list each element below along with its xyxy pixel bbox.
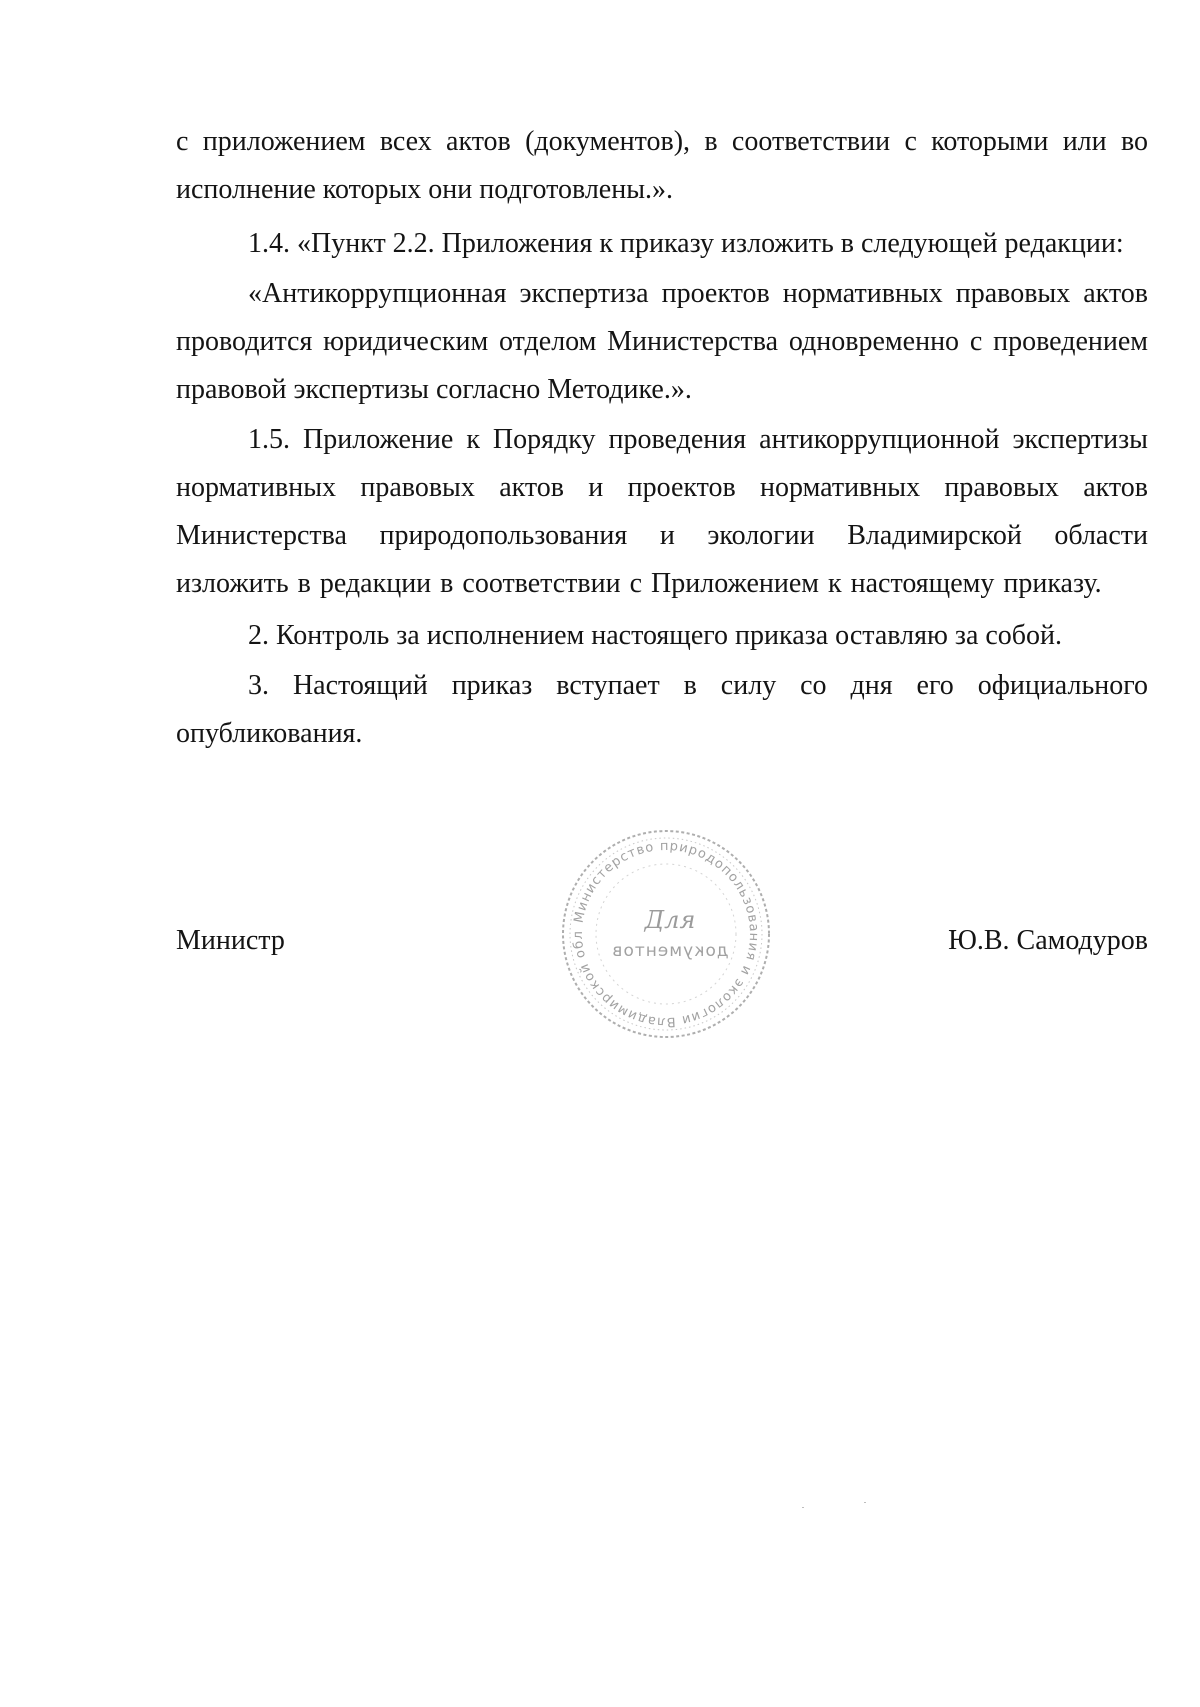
scan-speck [864, 1502, 866, 1503]
paragraph-1-4: 1.4. «Пункт 2.2. Приложения к приказу изложить в следующей редакции: [248, 228, 1124, 259]
stamp-center-text-2: документов [611, 941, 729, 961]
paragraph-2: 2. Контроль за исполнением настоящего приказа оставляю за собой. [248, 620, 1063, 651]
paragraph-continuation: с приложением всех актов (документов), в соответствии с которыми или во исполнение которых они подготовлены.». [176, 126, 1148, 205]
stamp-center-text: Для [644, 906, 696, 934]
signatory-title: Министр [176, 925, 285, 956]
paragraph-3: 3. Настоящий приказ вступает в силу со дня его официального опубликования. [176, 670, 1148, 749]
paragraph-1-5: 1.5. Приложение к Порядку проведения антикоррупционной экспертизы нормативных правовых актов и проектов нормативных правовых актов Министерства природопользования и экологии Владимирской области изложить в редакции в соответствии с Приложением к настоящему приказу. [176, 424, 1148, 599]
stamp-ring-text: Министерство природопользования и экологии Владимирской обл [570, 838, 762, 1030]
scan-speck [802, 1507, 804, 1508]
body-text [176, 118, 1148, 758]
signatory-name: Ю.В. Самодуров [948, 925, 1148, 956]
paragraph-1-4-quote: «Антикоррупционная экспертиза проектов нормативных правовых актов проводится юридическим отделом Министерства одновременно с проведением правовой экспертизы согласно Методике.». [176, 278, 1148, 405]
official-stamp [552, 820, 780, 1048]
stamp-seal-icon [552, 820, 780, 1048]
